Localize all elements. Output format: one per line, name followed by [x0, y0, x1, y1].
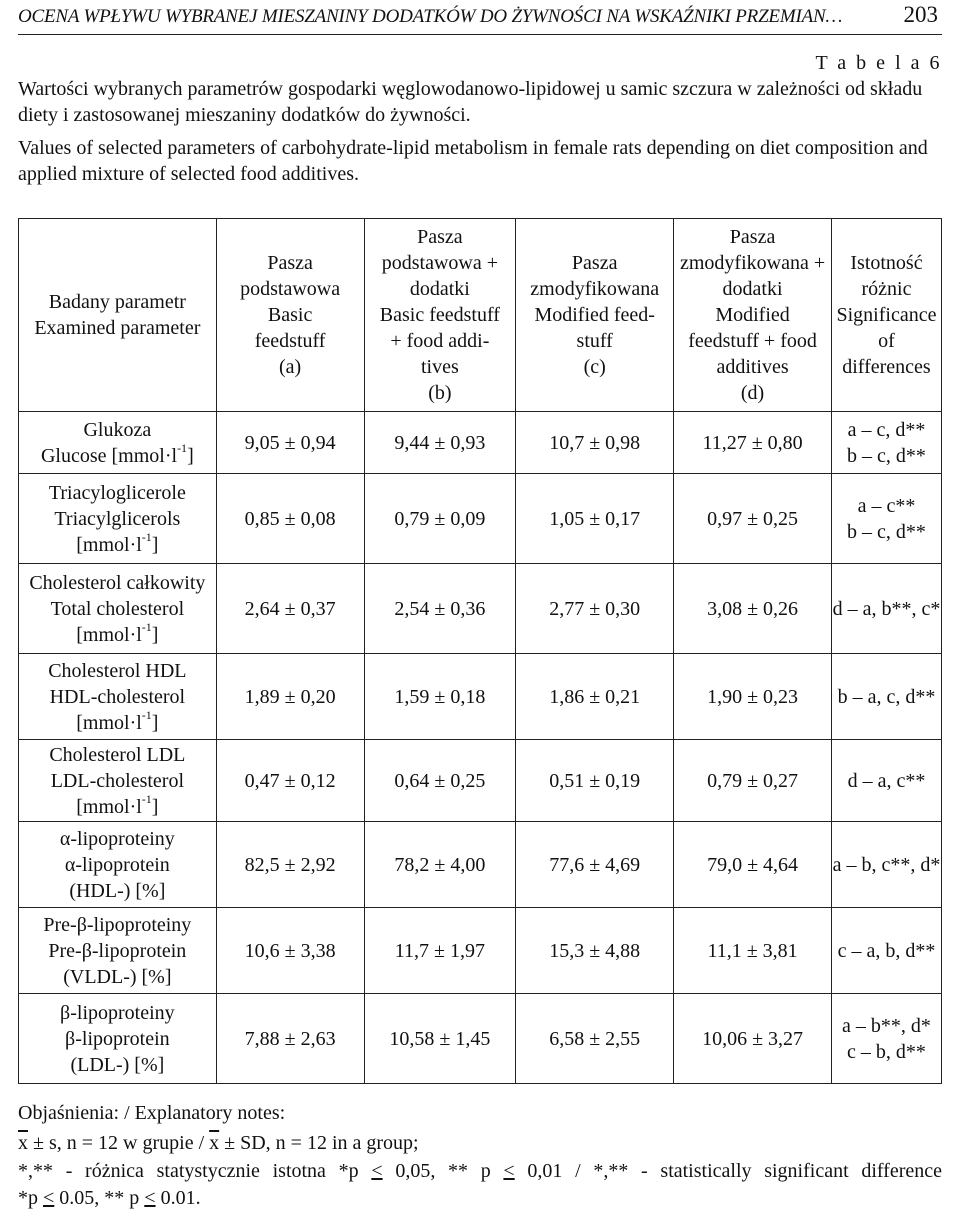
table-row	[19, 564, 942, 654]
unit-exponent: -1	[177, 440, 188, 455]
parameter-text: (VLDL-) [%]	[63, 965, 172, 988]
parameter-line	[19, 964, 216, 990]
parameter-line	[19, 1000, 216, 1026]
table-row	[19, 654, 942, 740]
running-header	[18, 0, 942, 35]
value-cell-b: 2,54 ± 0,36	[364, 564, 516, 654]
mean-symbol: x	[209, 1132, 220, 1154]
value-cell-b: 9,44 ± 0,93	[364, 412, 516, 474]
less-equal-symbol: <	[43, 1187, 55, 1209]
parameter-line	[19, 791, 216, 820]
column-header-line: różnic	[861, 278, 912, 300]
column-header-line: Pasza	[417, 226, 463, 248]
parameter-line	[19, 768, 216, 794]
column-header-line: Basic	[267, 304, 313, 326]
column-header-line: feedstuff	[254, 330, 326, 352]
notes-title: Objaśnienia: / Explanatory notes:	[18, 1102, 286, 1124]
parameter-text: Pre-β-lipoproteiny	[43, 913, 192, 936]
value-cell-c: 10,7 ± 0,98	[516, 412, 674, 474]
parameter-text: ]	[151, 623, 159, 646]
value-cell-c: 1,86 ± 0,21	[516, 654, 674, 740]
value-cell-d: 79,0 ± 4,64	[674, 822, 832, 908]
parameter-line	[19, 417, 216, 443]
column-header-line: (c)	[583, 356, 606, 378]
parameter-line	[19, 826, 216, 852]
parameter-text: Cholesterol HDL	[48, 659, 187, 682]
value-cell-b: 0,79 ± 0,09	[364, 474, 516, 564]
value-cell-d: 11,1 ± 3,81	[674, 908, 832, 994]
parameter-text: α-lipoprotein	[64, 853, 170, 876]
notes-line-mean-sd	[18, 1129, 942, 1157]
column-header-line: stuff	[576, 330, 613, 352]
table-label: T a b e l a 6	[815, 52, 942, 74]
parameter-line	[19, 480, 216, 506]
value-cell-c: 77,6 ± 4,69	[516, 822, 674, 908]
notes-line-p-values	[18, 1184, 942, 1212]
significance-line: b – c, d**	[847, 520, 926, 543]
less-equal-symbol: <	[144, 1187, 156, 1209]
significance-line: a – b, c**, d*	[832, 853, 941, 876]
column-header	[19, 219, 217, 412]
value-cell-d: 3,08 ± 0,26	[674, 564, 832, 654]
table-row	[19, 412, 942, 474]
column-header-line: tives	[420, 356, 459, 378]
unit-exponent: -1	[141, 791, 152, 806]
value-cell-b: 0,64 ± 0,25	[364, 740, 516, 822]
column-header	[831, 219, 941, 412]
column-header	[364, 219, 516, 412]
column-header	[674, 219, 832, 412]
unit-exponent: -1	[141, 707, 152, 722]
notes-text: 0.01.	[155, 1187, 201, 1209]
value-cell-a: 7,88 ± 2,63	[216, 994, 364, 1084]
column-header	[516, 219, 674, 412]
parameter-line	[19, 938, 216, 964]
parameter-line	[19, 619, 216, 648]
parameter-cell	[19, 908, 217, 994]
parameter-line	[19, 658, 216, 684]
column-header-line: dodatki	[722, 278, 783, 300]
mean-symbol: x	[18, 1132, 28, 1154]
table-row	[19, 994, 942, 1084]
table-caption-english: Values of selected parameters of carbohydrate-lipid metabolism in female rats depending on diet composition and applied mixture of selected food additives.	[18, 137, 928, 185]
parameter-line	[19, 707, 216, 736]
significance-cell	[831, 564, 941, 654]
parameter-text: [mmol·l	[76, 623, 142, 646]
value-cell-c: 0,51 ± 0,19	[516, 740, 674, 822]
column-header-line: Modified	[715, 304, 790, 326]
significance-line: c – a, b, d**	[837, 939, 936, 962]
value-cell-c: 2,77 ± 0,30	[516, 564, 674, 654]
less-equal-symbol: <	[503, 1160, 515, 1182]
value-cell-a: 10,6 ± 3,38	[216, 908, 364, 994]
less-equal-symbol: <	[371, 1160, 383, 1182]
value-cell-a: 0,47 ± 0,12	[216, 740, 364, 822]
parameter-line	[19, 506, 216, 532]
column-header-line: Pasza	[729, 226, 776, 248]
parameter-text: ]	[187, 444, 194, 467]
column-header-line: Pasza	[571, 252, 618, 274]
parameter-text: ]	[151, 711, 159, 734]
table-row	[19, 908, 942, 994]
column-header-line: Pasza	[267, 252, 313, 274]
parameter-text: [mmol·l	[76, 711, 142, 734]
significance-cell	[831, 908, 941, 994]
value-cell-a: 9,05 ± 0,94	[216, 412, 364, 474]
unit-exponent: -1	[141, 529, 152, 544]
column-header-line: dodatki	[409, 278, 470, 300]
parameter-text: β-lipoproteiny	[60, 1001, 175, 1024]
notes-text: *,** - różnica statystycznie istotna *p	[18, 1160, 372, 1182]
significance-line: c – b, d**	[847, 1040, 926, 1063]
significance-cell	[831, 474, 941, 564]
parameter-text: HDL-cholesterol	[49, 685, 186, 708]
column-header-line: zmodyfikowana	[530, 278, 660, 300]
column-header-line: (a)	[279, 356, 302, 378]
parameter-text: α-lipoproteiny	[59, 827, 175, 850]
value-cell-d: 0,79 ± 0,27	[674, 740, 832, 822]
parameter-cell	[19, 822, 217, 908]
value-cell-b: 11,7 ± 1,97	[364, 908, 516, 994]
parameter-text: Cholesterol LDL	[49, 743, 186, 766]
parameter-text: Glukoza	[83, 418, 152, 441]
table-row	[19, 474, 942, 564]
page-number: 203	[903, 2, 938, 27]
parameter-cell	[19, 412, 217, 474]
significance-line: b – c, d**	[847, 444, 926, 467]
parameter-text: Total cholesterol	[50, 597, 185, 620]
parameter-text: Triacyloglicerole	[48, 481, 186, 504]
significance-cell	[831, 412, 941, 474]
table-header-row	[19, 219, 942, 412]
parameter-line	[19, 529, 216, 558]
parameter-text: LDL-cholesterol	[50, 769, 184, 792]
parameter-line	[19, 596, 216, 622]
significance-line: d – a, c**	[847, 769, 926, 792]
parameter-cell	[19, 564, 217, 654]
significance-line: a – b**, d*	[842, 1014, 931, 1037]
parameter-line	[19, 742, 216, 768]
column-header-line: additives	[716, 356, 789, 378]
column-header-line: zmodyfikowana +	[679, 252, 826, 274]
notes-text: 0,05, ** p	[382, 1160, 504, 1182]
significance-cell	[831, 994, 941, 1084]
unit-exponent: -1	[141, 619, 152, 634]
notes-line-significance	[18, 1157, 942, 1185]
significance-cell	[831, 654, 941, 740]
column-header	[216, 219, 364, 412]
running-title: OCENA WPŁYWU WYBRANEJ MIESZANINY DODATKÓW DO ŻYWNOŚCI NA WSKAŹNIKI PRZEMIAN…	[18, 6, 843, 27]
parameter-line	[19, 878, 216, 904]
column-header-line: (b)	[428, 382, 452, 404]
value-cell-c: 6,58 ± 2,55	[516, 994, 674, 1084]
value-cell-a: 1,89 ± 0,20	[216, 654, 364, 740]
parameter-line	[19, 1026, 216, 1052]
parameter-text: β-lipoprotein	[65, 1027, 170, 1050]
column-header-line: Modified feed-	[534, 304, 655, 326]
notes-text: *p	[18, 1187, 43, 1209]
value-cell-a: 2,64 ± 0,37	[216, 564, 364, 654]
parameter-line	[19, 1052, 216, 1078]
column-header-line: of differences	[842, 330, 931, 378]
parameter-line	[19, 852, 216, 878]
column-header-line: Examined parameter	[34, 317, 201, 339]
column-header-line: feedstuff + food	[688, 330, 817, 352]
parameter-cell	[19, 654, 217, 740]
parameter-text: Pre-β-lipoprotein	[48, 939, 187, 962]
value-cell-d: 0,97 ± 0,25	[674, 474, 832, 564]
value-cell-c: 15,3 ± 4,88	[516, 908, 674, 994]
value-cell-a: 82,5 ± 2,92	[216, 822, 364, 908]
value-cell-d: 10,06 ± 3,27	[674, 994, 832, 1084]
table-row	[19, 740, 942, 822]
parameter-cell	[19, 994, 217, 1084]
results-table	[18, 218, 942, 1084]
value-cell-c: 1,05 ± 0,17	[516, 474, 674, 564]
parameter-line	[19, 684, 216, 710]
column-header-line: Basic feedstuff	[379, 304, 500, 326]
parameter-text: Triacylglicerols	[54, 507, 181, 530]
parameter-text: [mmol·l	[76, 795, 142, 818]
notes-text: 0.05, ** p	[54, 1187, 145, 1209]
significance-line: a – c, d**	[847, 418, 926, 441]
parameter-cell	[19, 740, 217, 822]
column-header-line: Badany parametr	[48, 291, 186, 313]
significance-line: d – a, b**, c*	[832, 597, 941, 620]
column-header-line: + food addi-	[390, 330, 490, 352]
parameter-text: Glucose [mmol·l	[40, 444, 178, 467]
significance-line: a – c**	[857, 494, 916, 517]
parameter-text: ]	[151, 795, 159, 818]
value-cell-d: 11,27 ± 0,80	[674, 412, 832, 474]
parameter-line	[19, 440, 216, 469]
significance-cell	[831, 822, 941, 908]
parameter-text: [mmol·l	[76, 533, 142, 556]
notes-en-text: ± SD, n = 12 in a group;	[219, 1132, 419, 1154]
notes-text: 0,01 / *,** - statistically significant difference	[514, 1160, 943, 1182]
value-cell-b: 10,58 ± 1,45	[364, 994, 516, 1084]
significance-line: b – a, c, d**	[837, 685, 936, 708]
column-header-line: Istotność	[850, 252, 923, 274]
notes-pl-text: ± s, n = 12 w grupie /	[28, 1132, 210, 1154]
value-cell-d: 1,90 ± 0,23	[674, 654, 832, 740]
table-row	[19, 822, 942, 908]
value-cell-b: 78,2 ± 4,00	[364, 822, 516, 908]
column-header-line: (d)	[740, 382, 765, 404]
value-cell-b: 1,59 ± 0,18	[364, 654, 516, 740]
parameter-line	[19, 570, 216, 596]
parameter-text: (HDL-) [%]	[69, 879, 166, 902]
significance-cell	[831, 740, 941, 822]
parameter-text: Cholesterol całkowity	[29, 571, 206, 594]
parameter-line	[19, 912, 216, 938]
column-header-line: podstawowa +	[381, 252, 499, 274]
column-header-line: Significance	[836, 304, 937, 326]
parameter-text: ]	[151, 533, 159, 556]
table-caption-polish: Wartości wybranych parametrów gospodarki węglowodanowo-lipidowej u samic szczura w zależności od składu diety i zastosowanej mieszaniny dodatków do żywności.	[18, 78, 923, 126]
column-header-line: podstawowa	[240, 278, 341, 300]
table-body	[19, 412, 942, 1084]
parameter-text: (LDL-) [%]	[70, 1053, 165, 1076]
value-cell-a: 0,85 ± 0,08	[216, 474, 364, 564]
parameter-cell	[19, 474, 217, 564]
